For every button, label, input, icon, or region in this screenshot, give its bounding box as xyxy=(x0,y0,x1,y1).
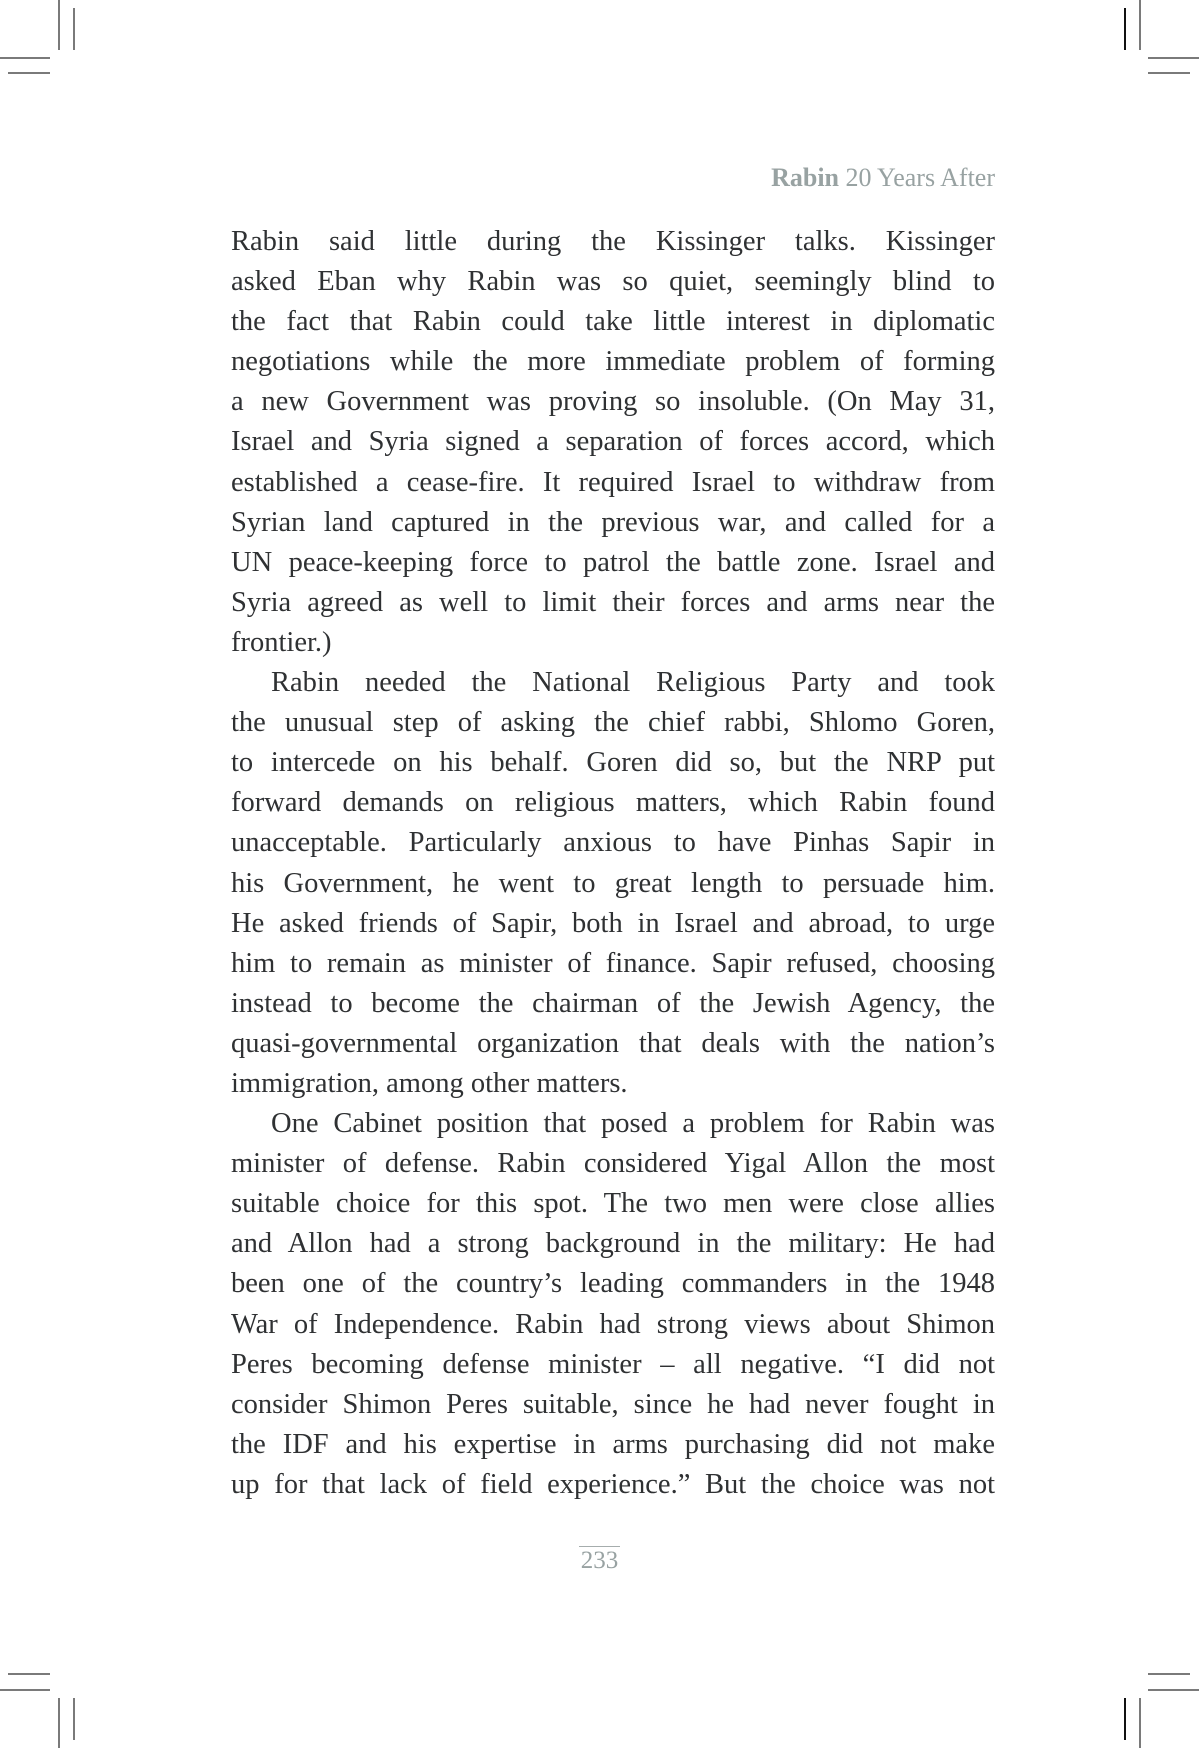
text-line: him to remain as minister of finance. Sapir refused, choosing xyxy=(231,947,995,979)
text-line: a new Government was proving so insoluble. (On May 31, xyxy=(231,386,995,418)
text-line: up for that lack of field experience.” But the choice was not xyxy=(231,1468,995,1500)
text-line: suitable choice for this spot. The two men were close allies xyxy=(231,1188,995,1220)
text-line: Rabin said little during the Kissinger talks. Kissinger xyxy=(231,226,995,257)
text-line: He asked friends of Sapir, both in Israel and abroad, to urge xyxy=(231,907,995,939)
running-header-title-bold: Rabin xyxy=(771,163,839,192)
text-line: consider Shimon Peres suitable, since he had never fought in xyxy=(231,1388,995,1420)
crop-mark-top-right-horizontal-outer xyxy=(1148,57,1199,59)
page-footer xyxy=(0,1546,1199,1575)
text-line: Israel and Syria signed a separation of forces accord, which xyxy=(231,426,995,458)
paragraph xyxy=(231,222,995,663)
crop-mark-top-left-horizontal-outer xyxy=(0,57,50,59)
text-line: frontier.) xyxy=(231,626,332,658)
crop-mark-top-right-vertical-outer xyxy=(1139,0,1141,50)
crop-mark-top-left-horizontal-inner xyxy=(8,72,50,74)
text-line: UN peace-keeping force to patrol the battle zone. Israel and xyxy=(231,546,995,578)
crop-mark-bottom-right-vertical-outer xyxy=(1139,1698,1141,1748)
text-line: the IDF and his expertise in arms purchasing did not make xyxy=(231,1428,995,1460)
text-line: Peres becoming defense minister – all negative. “I did not xyxy=(231,1348,995,1380)
text-line: been one of the country’s leading commanders in the 1948 xyxy=(231,1268,995,1300)
crop-mark-top-left-vertical-outer xyxy=(58,0,60,50)
text-line: unacceptable. Particularly anxious to have Pinhas Sapir in xyxy=(231,827,995,859)
crop-mark-bottom-left-vertical-inner xyxy=(73,1698,75,1740)
crop-mark-bottom-right-horizontal-inner xyxy=(1148,1673,1190,1675)
crop-mark-bottom-left-horizontal-outer xyxy=(0,1689,50,1691)
text-line: established a cease-fire. It required Israel to withdraw from xyxy=(231,466,995,498)
text-line: negotiations while the more immediate problem of forming xyxy=(231,346,995,378)
text-line: to intercede on his behalf. Goren did so, but the NRP put xyxy=(231,747,995,779)
text-line: the unusual step of asking the chief rabbi, Shlomo Goren, xyxy=(231,707,995,739)
running-header-title-rest: 20 Years After xyxy=(839,163,995,192)
text-line: forward demands on religious matters, which Rabin found xyxy=(231,787,995,819)
text-line: his Government, he went to great length to persuade him. xyxy=(231,867,995,899)
text-line: instead to become the chairman of the Jewish Agency, the xyxy=(231,987,995,1019)
text-line: quasi-governmental organization that deals with the nation’s xyxy=(231,1027,995,1059)
text-line: and Allon had a strong background in the military: He had xyxy=(231,1228,995,1260)
crop-mark-bottom-left-vertical-outer xyxy=(58,1698,60,1748)
text-line: immigration, among other matters. xyxy=(231,1067,628,1099)
running-header xyxy=(771,163,995,193)
paragraph xyxy=(231,1104,995,1505)
text-line: asked Eban why Rabin was so quiet, seemingly blind to xyxy=(231,266,995,298)
body-text xyxy=(231,222,995,1505)
text-line: minister of defense. Rabin considered Yigal Allon the most xyxy=(231,1148,995,1180)
text-line: the fact that Rabin could take little interest in diplomatic xyxy=(231,306,995,338)
text-line: Rabin needed the National Religious Party and took xyxy=(271,667,995,699)
page-number: 233 xyxy=(580,1547,619,1574)
crop-mark-top-left-vertical-inner xyxy=(73,8,75,50)
crop-mark-top-right-vertical-inner xyxy=(1124,8,1126,50)
paragraph xyxy=(231,663,995,1104)
text-line: Syria agreed as well to limit their forces and arms near the xyxy=(231,586,995,618)
crop-mark-bottom-right-vertical-inner xyxy=(1124,1698,1126,1740)
crop-mark-bottom-right-horizontal-outer xyxy=(1148,1689,1199,1691)
crop-mark-top-right-horizontal-inner xyxy=(1148,72,1190,74)
text-line: One Cabinet position that posed a problem for Rabin was xyxy=(271,1108,995,1140)
text-line: War of Independence. Rabin had strong views about Shimon xyxy=(231,1308,995,1340)
text-line: Syrian land captured in the previous war, and called for a xyxy=(231,506,995,538)
crop-mark-bottom-left-horizontal-inner xyxy=(8,1673,50,1675)
